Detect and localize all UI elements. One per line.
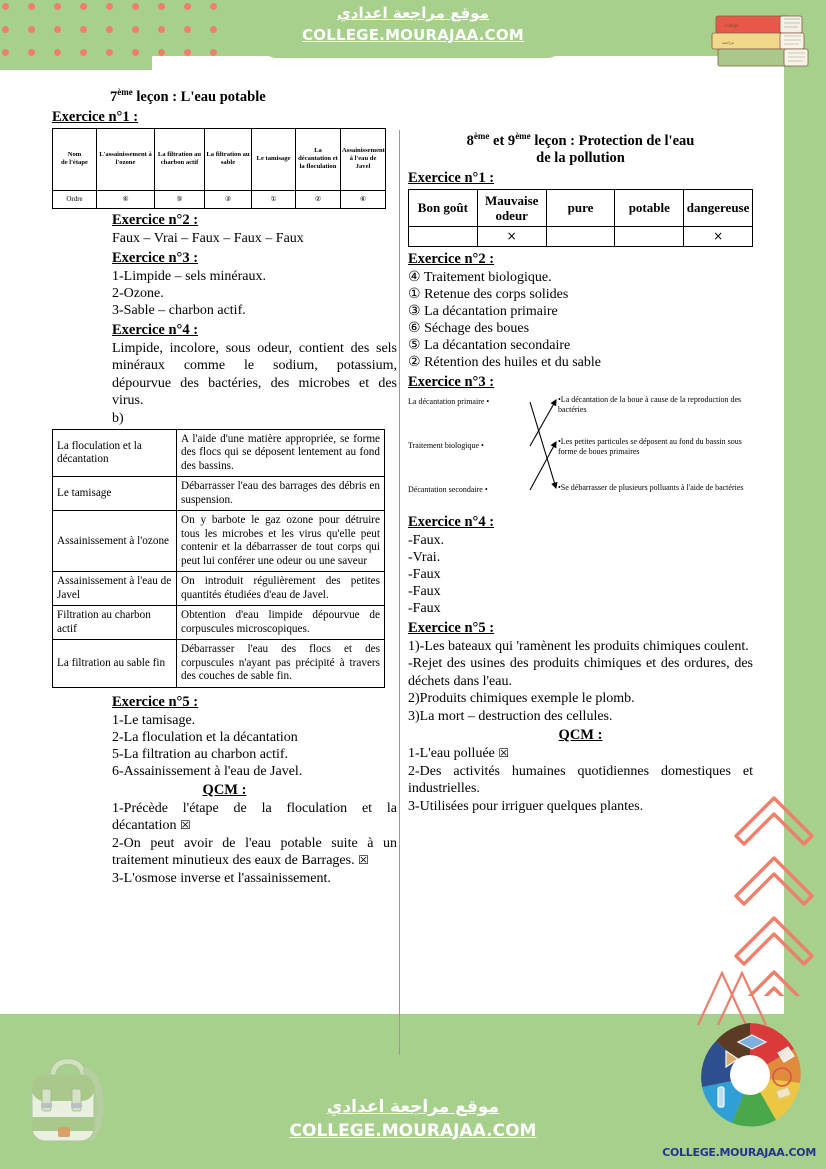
table-row	[53, 511, 385, 572]
quality-column-header: Bon goût	[409, 189, 478, 226]
table-row	[53, 477, 385, 511]
quality-empty-cell[interactable]	[409, 226, 478, 246]
table-row	[53, 640, 385, 688]
left-qcm-title: QCM :	[202, 781, 247, 798]
answer-line: -Faux	[408, 566, 441, 582]
answer-line: 2-La floculation et la décantation	[112, 729, 298, 745]
footer-tab	[272, 1037, 554, 1081]
svg-text:college: college	[724, 23, 739, 28]
right-qcm-list	[408, 745, 753, 815]
backpack-icon	[20, 1041, 116, 1151]
ordered-step-label: La décantation primaire	[424, 303, 558, 319]
qcm-item-text: 2-On peut avoir de l'eau potable suite à un traitement minutieux des eaux de Barrages.	[112, 835, 397, 869]
definition-description: Obtention d'eau limpide dépourvue de corpuscules microscopiques.	[177, 606, 385, 640]
answer-line: 1)-Les bateaux qui 'ramènent les produits chimiques coulent.	[408, 638, 749, 654]
ordered-step-label: La décantation secondaire	[424, 337, 571, 353]
table-row	[53, 572, 385, 606]
footer-branding	[250, 1096, 576, 1143]
match-left-item[interactable]: Traitement biologique •	[408, 440, 484, 450]
order-value: ⑤	[155, 190, 205, 208]
quality-mark[interactable]: ×	[477, 226, 546, 246]
quality-mark[interactable]: ×	[684, 226, 753, 246]
table-header-row	[409, 189, 753, 226]
table-row	[409, 226, 753, 246]
decorative-dot	[54, 3, 61, 10]
steps-column-header: Le tamisage	[252, 128, 296, 190]
decorative-dot	[80, 26, 87, 33]
answer-line: 5-La filtration au charbon actif.	[112, 746, 289, 762]
ordered-step-item	[408, 354, 753, 371]
definition-term: Assainissement à l'ozone	[53, 511, 177, 572]
definition-term: La filtration au sable fin	[53, 640, 177, 688]
answer-line: 1-Le tamisage.	[112, 712, 196, 728]
right-ex2-ordered-list	[408, 269, 753, 371]
circled-number: ③	[408, 303, 425, 319]
circled-number: ④	[408, 269, 424, 285]
answer-line: 2-Ozone.	[112, 285, 164, 301]
right-ex2-title: Exercice n°2 :	[408, 250, 495, 267]
left-column	[52, 84, 397, 887]
ordered-step-item	[408, 337, 753, 354]
qcm-item	[112, 870, 397, 888]
column-divider	[399, 130, 400, 1055]
ordered-step-label: Séchage des boues	[424, 320, 530, 336]
match-right-item[interactable]: •Les petites particules se déposent au fond du bassin sous forme de boues primaires	[558, 436, 742, 456]
quality-column-header: Mauvaise odeur	[477, 189, 546, 226]
order-value: ②	[296, 190, 341, 208]
decorative-dot	[158, 49, 165, 56]
left-ex2-answer: Faux – Vrai – Faux – Faux – Faux	[112, 230, 304, 246]
quality-empty-cell[interactable]	[615, 226, 684, 246]
qcm-item-text: 3-Utilisées pour irriguer quelques plantes.	[408, 798, 644, 814]
ordered-step-item	[408, 269, 753, 286]
match-connector	[530, 400, 556, 446]
circled-number: ②	[408, 354, 425, 370]
definition-description: On introduit régulièrement des petites quantités étudiées d'eau de Javel.	[177, 572, 385, 606]
definition-term: Le tamisage	[53, 477, 177, 511]
definition-description: On y barbote le gaz ozone pour détruire tous les microbes et les virus qu'elle peut contenir et la débarrasser de tout corps qui peut lui conférer une odeur ou une saveur	[177, 511, 385, 572]
decorative-dot	[132, 26, 139, 33]
match-connector	[530, 402, 556, 488]
table-row	[53, 190, 386, 208]
answer-line: 6-Assainissement à l'eau de Javel.	[112, 763, 303, 779]
right-ex1-title: Exercice n°1 :	[408, 169, 495, 186]
circled-number: ①	[408, 286, 425, 302]
decorative-dot	[158, 26, 165, 33]
header-arabic-title: موقع مراجعة اعدادي	[337, 4, 489, 22]
steps-column-header: La décantation et la floculation	[296, 128, 341, 190]
decorative-dot	[28, 49, 35, 56]
stacked-books-icon	[708, 10, 818, 86]
decorative-dot	[2, 26, 9, 33]
decorative-dot	[80, 49, 87, 56]
left-ex5-answers	[52, 712, 397, 780]
matching-diagram	[408, 393, 746, 511]
decorative-dot	[28, 26, 35, 33]
decorative-dot	[132, 3, 139, 10]
footer-brand-label: COLLEGE.MOURAJAA.COM	[662, 1146, 816, 1159]
definition-description: A l'aide d'une matière appropriée, se forme des flocs qui se déposent lentement au fond des bassins.	[177, 429, 385, 477]
answer-line: -Faux	[408, 600, 441, 616]
answer-line: 3)La mort – destruction des cellules.	[408, 708, 613, 724]
lesson8-ordinal: ème	[473, 131, 490, 141]
lesson-title-text: leçon : L'eau potable	[132, 88, 266, 105]
left-ex3-title: Exercice n°3 :	[112, 249, 199, 266]
ordered-step-item	[408, 286, 753, 303]
right-ex4-title: Exercice n°4 :	[408, 513, 495, 530]
match-left-item[interactable]: La décantation primaire •	[408, 396, 490, 406]
left-ex5-title: Exercice n°5 :	[112, 693, 199, 710]
decorative-dot	[210, 49, 217, 56]
right-ex3-title: Exercice n°3 :	[408, 373, 495, 390]
qcm-item	[112, 800, 397, 835]
decorative-dot	[28, 3, 35, 10]
right-green-strip	[784, 56, 826, 1169]
answer-line: -Vrai.	[408, 549, 441, 565]
order-value: ④	[97, 190, 155, 208]
answer-line: 3-Sable – charbon actif.	[112, 302, 246, 318]
decorative-dot	[184, 3, 191, 10]
right-ex4-answers	[408, 532, 753, 617]
lesson8-number: 8	[466, 132, 474, 149]
qcm-item-text: 1-L'eau polluée	[408, 746, 499, 762]
ordered-step-label: Traitement biologique.	[423, 269, 552, 285]
water-treatment-steps-table	[52, 128, 386, 209]
decorative-dot	[80, 3, 87, 10]
match-connector	[530, 442, 556, 490]
answer-line: -Rejet des usines des produits chimiques et des ordures, des déchets dans l'eau.	[408, 656, 753, 689]
left-ex4-text: Limpide, incolore, sous odeur, contient des sels minéraux comme le sodium, potassium, dépourvue des bactéries, des microbes et des virus.	[112, 340, 397, 409]
definition-term: Filtration au charbon actif	[53, 606, 177, 640]
order-label: Ordre	[53, 190, 97, 208]
qcm-item-text: 3-L'osmose inverse et l'assainissement.	[112, 870, 331, 886]
order-value: ①	[252, 190, 296, 208]
worksheet-content	[0, 70, 790, 1015]
order-value: ⑥	[341, 190, 386, 208]
decorative-dot	[106, 3, 113, 10]
checked-checkbox-icon[interactable]: ☒	[180, 818, 191, 833]
left-ex3-answers	[52, 268, 397, 319]
left-lesson-title	[52, 84, 397, 106]
ordered-step-item	[408, 320, 753, 337]
answer-line: -Faux.	[408, 532, 445, 548]
decorative-dot	[2, 49, 9, 56]
svg-text:مراجعة: مراجعة	[722, 40, 735, 45]
decorative-dot	[158, 3, 165, 10]
steps-column-header: Assainissement à l'eau de Javel	[341, 128, 386, 190]
quality-column-header: dangereuse	[684, 189, 753, 226]
right-ex5-answers	[408, 638, 753, 726]
lesson-number: 7	[110, 88, 118, 105]
header-branding	[240, 4, 586, 45]
qcm-item	[408, 763, 753, 798]
ordered-step-label: Retenue des corps solides	[424, 286, 569, 302]
quality-empty-cell[interactable]	[546, 226, 615, 246]
checked-checkbox-icon[interactable]: ☒	[358, 853, 369, 868]
qcm-item	[112, 835, 397, 870]
header-site-url: COLLEGE.MOURAJAA.COM	[302, 26, 524, 44]
definition-term: La floculation et la décantation	[53, 429, 177, 477]
decorative-dot	[2, 3, 9, 10]
steps-row-header: Nom de l'étape	[53, 128, 97, 190]
treatment-definitions-table	[52, 429, 385, 688]
table-row	[53, 606, 385, 640]
chevron-decorations	[730, 786, 826, 996]
right-lesson-title-text: leçon : Protection de l'eau	[530, 132, 695, 149]
quality-column-header: potable	[615, 189, 684, 226]
circled-number: ⑥	[408, 320, 425, 336]
answer-line: 2)Produits chimiques exemple le plomb.	[408, 691, 635, 707]
answer-line: -Faux	[408, 583, 441, 599]
qcm-item	[408, 745, 753, 763]
left-ex1-title: Exercice n°1 :	[52, 108, 139, 125]
right-column	[408, 128, 753, 815]
left-qcm-list	[52, 800, 397, 888]
right-ex5-title: Exercice n°5 :	[408, 619, 495, 636]
lesson9-ordinal: ème	[515, 131, 531, 141]
decorative-dot	[54, 26, 61, 33]
table-row	[53, 429, 385, 477]
right-lesson-title	[408, 128, 753, 167]
ordered-step-item	[408, 303, 753, 320]
left-ex4-title: Exercice n°4 :	[112, 321, 199, 338]
quality-column-header: pure	[546, 189, 615, 226]
steps-column-header: L'assainissement à l'ozone	[97, 128, 155, 190]
match-right-item[interactable]: •La décantation de la boue à cause de la reproduction des bactéries	[558, 394, 742, 414]
footer-arabic-title: موقع مراجعة اعدادي	[326, 1097, 500, 1117]
decorative-dot	[184, 26, 191, 33]
steps-column-header: La filtration au sable	[205, 128, 252, 190]
decorative-dot	[132, 49, 139, 56]
match-left-item[interactable]: Décantation secondaire •	[408, 484, 488, 494]
circled-number: ⑤	[408, 337, 425, 353]
steps-column-header: La filtration au charbon actif	[155, 128, 205, 190]
decorative-dot	[54, 49, 61, 56]
education-wheel-icon	[690, 1015, 810, 1135]
lesson-ordinal: ème	[117, 87, 133, 97]
match-connection-lines	[408, 393, 746, 511]
ordered-step-label: Rétention des huiles et du sable	[424, 354, 601, 370]
footer-site-url: COLLEGE.MOURAJAA.COM	[289, 1121, 537, 1141]
left-ex4-b-label: b)	[112, 410, 124, 426]
definition-term: Assainissement à l'eau de Javel	[53, 572, 177, 606]
right-lesson-title-line2: de la pollution	[536, 149, 625, 166]
checked-checkbox-icon[interactable]: ☒	[498, 746, 510, 761]
decorative-dot	[106, 49, 113, 56]
right-qcm-title: QCM :	[558, 727, 603, 744]
match-right-item[interactable]: •Se débarrasser de plusieurs polluants à l'aide de bactéries	[558, 482, 744, 492]
left-ex2-title: Exercice n°2 :	[112, 211, 199, 228]
table-header-row	[53, 128, 386, 190]
qcm-item-text: 2-Des activités humaines quotidiennes domestiques et industrielles.	[408, 763, 753, 797]
order-value: ③	[205, 190, 252, 208]
lesson-conjunction: et 9	[489, 132, 516, 149]
answer-line: 1-Limpide – sels minéraux.	[112, 268, 266, 284]
decorative-dot	[210, 3, 217, 10]
decorative-dot	[210, 26, 217, 33]
decorative-dot	[106, 26, 113, 33]
definition-description: Débarrasser l'eau des flocs et des corpuscules n'ayant pas précipité à travers des couches de sable fin.	[177, 640, 385, 688]
qcm-item	[408, 798, 753, 816]
definition-description: Débarrasser l'eau des barrages des débris en suspension.	[177, 477, 385, 511]
water-quality-table	[408, 189, 753, 247]
header-dot-pattern	[0, 0, 240, 62]
decorative-dot	[184, 49, 191, 56]
qcm-item-text: 1-Précède l'étape de la floculation et la décantation	[112, 800, 397, 834]
